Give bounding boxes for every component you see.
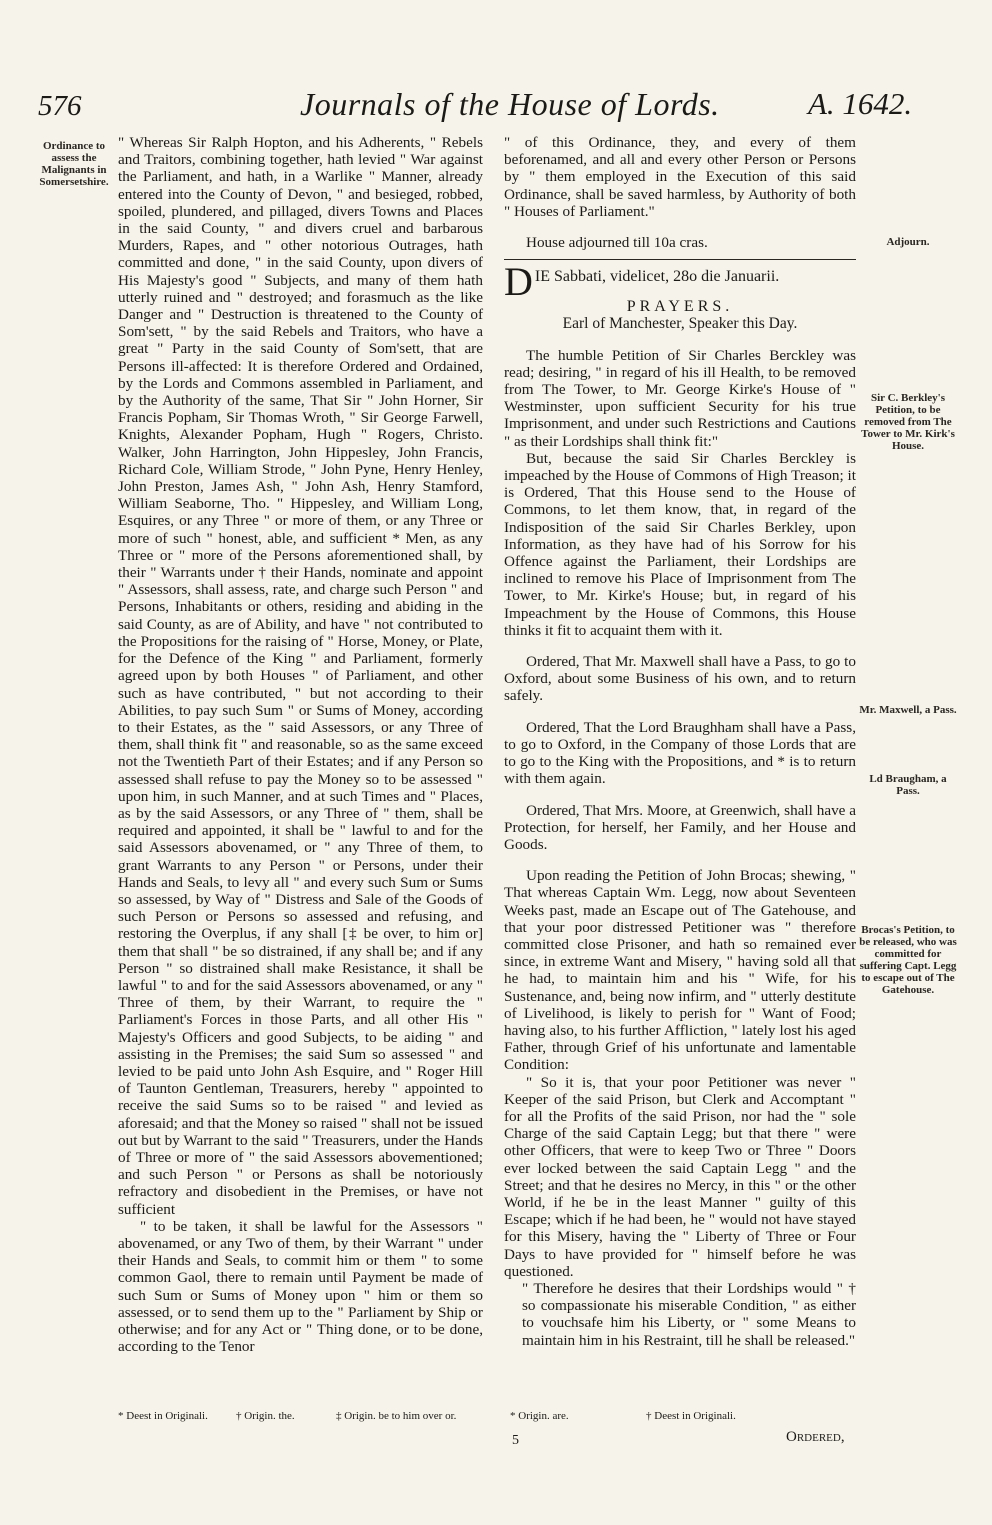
footnote-left-3: ‡ Origin. be to him over or. [336, 1410, 457, 1422]
brocas-petition-2: " So it is, that your poor Petitioner was never " Keeper of the said Prison, but Clerk and Accomptant " for all the Profits of the said Prison, nor had the " sole Charge of the said Captain Legg; but that there " were other Officers, that were to keep Two or Three " Doors ever locked between the said Captain Legg " and the Street; and that he desires no Mercy, in this " or the other World, if he be in the least Manner " guilty of this Escape; which if he had been, he " would not have stayed for this Misery, having the " Liberty of Three or Four Days to have provided for " himself before he was questioned. [504, 1073, 856, 1280]
margin-note-adjourn: Adjourn. [886, 236, 930, 248]
ordinance-text: " Whereas Sir Ralph Hopton, and his Adherents, " Rebels and Traitors, combining together, hath levied " War against the Parliament, and hath, in a Warlike " Manner, already entered into the County of Devon, " and besieged, robbed, spoiled, plundered, and pillaged, divers Towns and Places in the said County, " and divers cruel and barbarous Murders, Rapes, and " other notorious Outrages, hath committed and done, " in the said County, upon divers of His Majesty's good " Subjects, and many of them hath utterly ruined and " destroyed; and forasmuch as the like Danger and " Destruction is threatened to the County of Som'sett, " by the said Rebels and Traitors, who have a great " Party in the said County of Som'sett, that are Persons ill-affected: It is therefore Ordered and Ordained, by the Lords and Commons assembled in Parliament, and by the Authority of the same, That Sir " John Horner, Sir Francis Popham, Sir Thomas Wroth, " Sir George Farwell, Knights, Alexander Popham, Hugh " Rogers, Christo. Walker, John Harrington, John Hippesley, John Francis, Richard Cole, William Strode, " John Pyne, Henry Henley, John Preston, James Ash, " John Ash, Henry Stamford, William Seaborne, Tho. " Hippesley, and William Long, Esquires, or any Three " or more of them, or any Three or more of such " honest, able, and sufficient * Men, as any Three or " more of the Persons aforementioned shall, by their " Warrants under † their Hands, nominate and appoint " Assessors, shall assess, rate, and charge such Person " and Persons, Inhabitants or others, residing and abiding in the said County, as are of Ability, and have " not contributed to the Propositions for the raising of " Horse, Money, or Plate, for the Defence of the King " and Parliament, formerly agreed upon by both Houses " of Parliament, and other such as have contributed, " but not according to their Abilities, to pay such Sum " or Sums of Money, according to their Estates, as the " said Assessors, or any Three of them, shall think fit " and reasonable, so as the same exceed not the Twentieth Part of their Estates; and if any Person so assessed shall refuse to pay the Money so to be assessed " upon him, in such Manner, and at such Times and " Places, as by the said Assessors, or any Three of " them, shall be required and appointed, it shall be " lawful to and for the said Assessors abovenamed, or " any Three of them, to grant Warrants to any Person " or Persons, under their Hands and Seals, to levy all " and every such Sum or Sums so assessed, by Way of " Distress and Sale of the Goods of such Person or Persons so assessed and refusing, and restoring the Overplus, if any shall [‡ be over, to him or] them that shall " be so distrained, if any shall be; and if any Person " so distrained shall make Resistance, it shall be lawful " to and for the said Assessors abovenamed, or any " Three of them, by their Warrant, to require the " Parliament's Forces in those Parts, and all other His " Majesty's Officers and good Subjects, to be aiding " and assisting in the Premises; the said Sum so assessed " and levied to be paid unto John Ash Esquire, and " Roger Hill of Taunton Gentleman, Treasurers, hereby " appointed to receive the said Sums so to be raised " and levied as aforesaid; and that the Money so raised " shall not be issued out but by Warrant to the said " Treasurers, under the Hands of Three or more of " the said Assessors abovementioned; and such Person " or Persons as shall be notoriously refractory and disobedient in the Premises, or have not sufficient [118, 134, 483, 1218]
maxwell-order: Ordered, That Mr. Maxwell shall have a Pass, to go to Oxford, about some Business of his own, and to return safely. [504, 653, 856, 705]
footnote-right-1: * Origin. are. [510, 1410, 569, 1422]
berkley-petition: The humble Petition of Sir Charles Berckley was read; desiring, " in regard of his ill Health, to be removed from The Tower, to Mr. George Kirke's House of " Westminster, upon sufficient Security for his true Imprisonment, and under such Restrictions and Cautions " as their Lordships shall think fit:" [504, 346, 856, 450]
section-divider [504, 259, 856, 260]
margin-note-braugham: Ld Braugham, a Pass. [869, 773, 947, 797]
date-line [504, 259, 856, 305]
margin-note-ordinance: Ordinance to assess the Malignants in Somersetshire. [39, 140, 109, 188]
speaker-line: Earl of Manchester, Speaker this Day. [562, 315, 798, 333]
margin-note-maxwell: Mr. Maxwell, a Pass. [859, 704, 957, 716]
date-text: IE Sabbati, videlicet, 28o die Januarii. [534, 268, 780, 286]
page-number: 576 [38, 90, 82, 122]
moore-order: Ordered, That Mrs. Moore, at Greenwich, shall have a Protection, for herself, her Family, and her House and Goods. [504, 801, 856, 853]
brocas-petition-3: " Therefore he desires that their Lordships would " † so compassionate his miserable Condition, " as either to vouchsafe him his Liberty, or " some Means to maintain him in his Restraint, till he shall be released." [522, 1279, 856, 1349]
left-column [118, 134, 483, 1355]
running-title: Journals of the House of Lords. [300, 86, 720, 122]
margin-note-berkley: Sir C. Berkley's Petition, to be removed from The Tower to Mr. Kirk's House. [861, 392, 955, 452]
footnote-right-2: † Deest in Originali. [646, 1410, 736, 1422]
footnote-left-1: * Deest in Originali. [118, 1410, 208, 1422]
drop-cap: D [504, 259, 533, 305]
catchword: Ordered, [786, 1429, 845, 1445]
braugham-order: Ordered, That the Lord Braughham shall have a Pass, to go to Oxford, in the Company of those Lords that are to go to the King with the Propositions, and * is to return with them again. [504, 718, 856, 788]
adjourned-line: House adjourned till 10a cras. [526, 234, 708, 252]
brocas-petition: Upon reading the Petition of John Brocas; shewing, " That whereas Captain Wm. Legg, now about Seventeen Weeks past, made an Escape out of The Gatehouse, and that your poor distressed Petitioner was " therefore committed close Prisoner, and hath so remained ever since, in extreme Want and Misery, " having sold all that he had, to maintain him and his " Wife, for his Sustenance, and, being now infirm, and " utterly destitute of Livelihood, is likely to perish for " Want of Food; having also, to his further Affliction, " lately lost his aged Father, through Grief of his unfortunate and lamentable Condition: [504, 867, 856, 1074]
page-header [0, 72, 992, 132]
margin-note-brocas: Brocas's Petition, to be released, who was committed for suffering Capt. Legg to escape out of The Gatehouse. [859, 924, 957, 996]
right-column [504, 134, 856, 1349]
ordinance-text-continued: " to be taken, it shall be lawful for the Assessors " abovenamed, or any Two of them, by their Warrant " under their Hands and Seals, to commit him or them " to some common Gaol, there to remain until Payment be made of such Sum or Sums of Money upon " him or them so assessed, or to send them up to the " Parliament by Ship or otherwise; and for any Act or " Thing done, or to be done, according to the Tenor [118, 1217, 483, 1356]
ordinance-end: " of this Ordinance, they, and every of them beforenamed, and all and every other Person or Persons by " them employed in the Execution of this said Ordinance, shall be saved harmless, by Authority of both " Houses of Parliament." [504, 134, 856, 220]
year-label: A. 1642. [808, 86, 913, 121]
berkley-answer: But, because the said Sir Charles Berckley is impeached by the House of Commons of High Treason; it is Ordered, That this House send to the House of Commons, to let them know, that, in regard of the Indisposition of the said Sir Charles Berkley, upon Information, as they have had of his Sorrow for his Offence against the Parliament, their Lordships are inclined to remove his Place of Imprisonment from The Tower, to Mr. Kirke's House; but, in regard of his Impeachment by the House of Commons, this House thinks it fit to acquaint them with it. [504, 449, 856, 639]
footnote-left-2: † Origin. the. [236, 1410, 295, 1422]
signature-mark: 5 [512, 1433, 519, 1448]
prayers-heading: PRAYERS. [626, 298, 734, 316]
